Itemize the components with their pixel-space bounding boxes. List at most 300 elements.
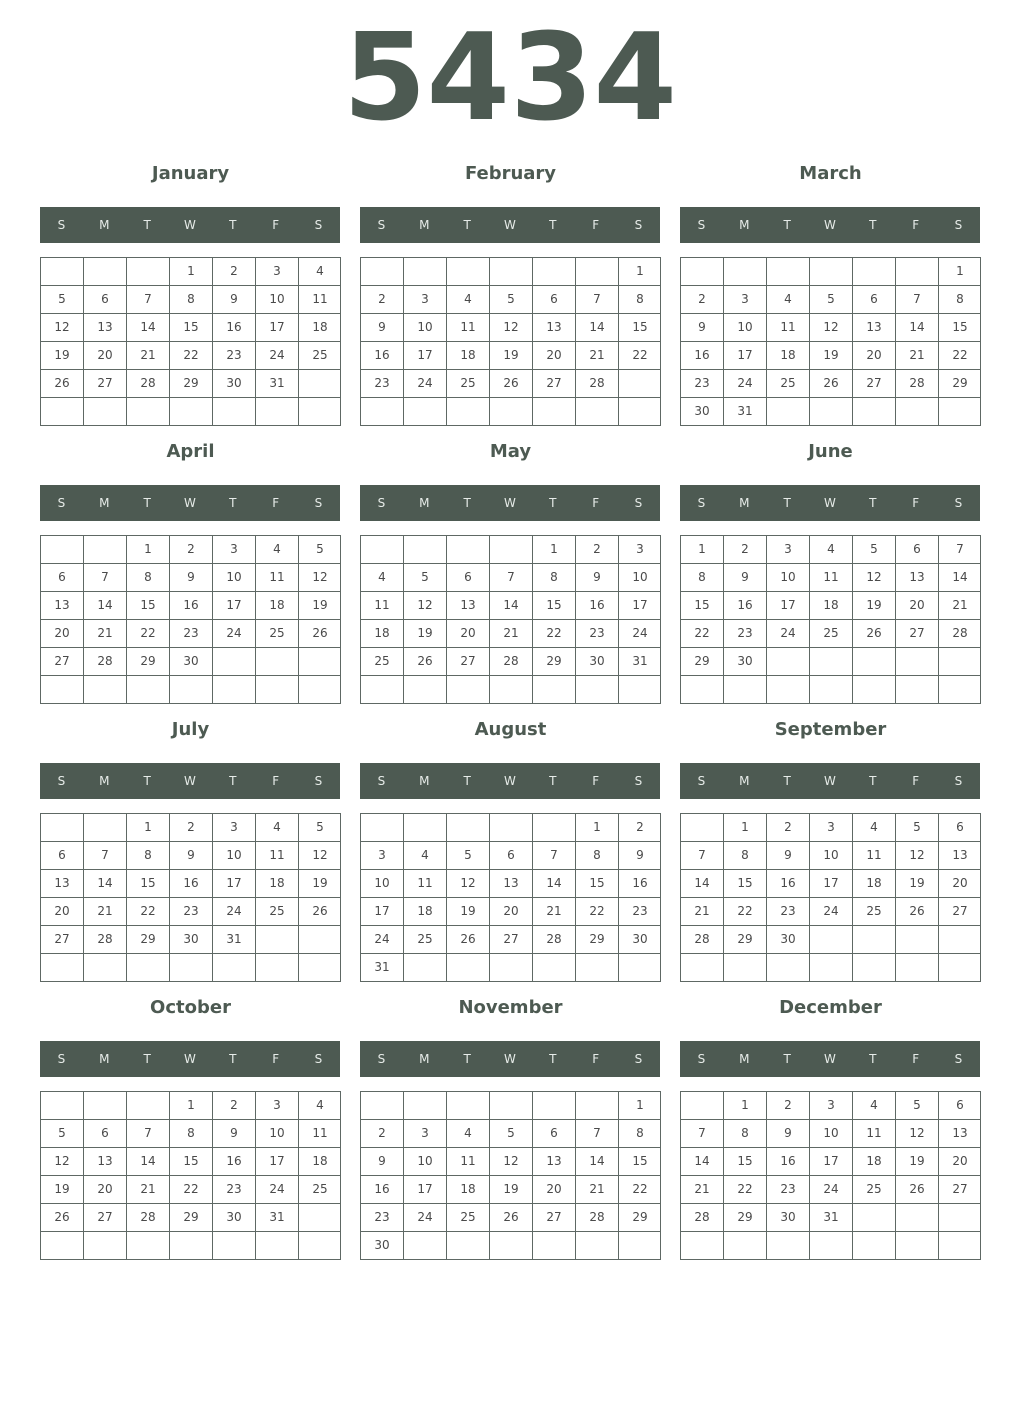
empty-day-cell bbox=[446, 1091, 489, 1119]
empty-day-cell bbox=[938, 647, 981, 675]
weekday-label: T bbox=[229, 218, 237, 232]
day-cell: 18 bbox=[403, 897, 446, 925]
day-cell: 13 bbox=[895, 563, 938, 591]
day-cell: 25 bbox=[852, 897, 895, 925]
day-cell: 2 bbox=[212, 1091, 255, 1119]
weekday-label: F bbox=[592, 496, 600, 510]
weekday-label: S bbox=[377, 774, 386, 788]
day-cell: 27 bbox=[40, 647, 83, 675]
day-cell: 4 bbox=[852, 813, 895, 841]
day-cell: 24 bbox=[723, 369, 766, 397]
day-cell: 22 bbox=[169, 1175, 212, 1203]
weekday-label: S bbox=[697, 1052, 706, 1066]
empty-day-cell bbox=[298, 397, 341, 425]
day-cell: 12 bbox=[895, 841, 938, 869]
weekday-header bbox=[680, 1041, 980, 1077]
day-cell: 17 bbox=[809, 1147, 852, 1175]
empty-day-cell bbox=[766, 675, 809, 703]
day-cell: 6 bbox=[40, 563, 83, 591]
empty-day-cell bbox=[169, 397, 212, 425]
day-cell: 21 bbox=[938, 591, 981, 619]
day-cell: 2 bbox=[360, 1119, 403, 1147]
empty-day-cell bbox=[895, 1231, 938, 1259]
day-grid bbox=[40, 813, 341, 982]
day-cell: 20 bbox=[532, 1175, 575, 1203]
day-cell: 8 bbox=[680, 563, 723, 591]
weekday-label: T bbox=[143, 496, 151, 510]
day-cell: 15 bbox=[618, 1147, 661, 1175]
day-cell: 1 bbox=[680, 535, 723, 563]
day-cell: 20 bbox=[852, 341, 895, 369]
day-cell: 12 bbox=[489, 1147, 532, 1175]
empty-day-cell bbox=[938, 1231, 981, 1259]
day-cell: 24 bbox=[618, 619, 661, 647]
weekday-label: T bbox=[549, 218, 557, 232]
day-cell: 19 bbox=[40, 1175, 83, 1203]
empty-day-cell bbox=[809, 925, 852, 953]
day-cell: 20 bbox=[895, 591, 938, 619]
day-cell: 3 bbox=[212, 535, 255, 563]
day-cell: 1 bbox=[169, 1091, 212, 1119]
empty-day-cell bbox=[938, 397, 981, 425]
day-cell: 3 bbox=[360, 841, 403, 869]
day-cell: 6 bbox=[938, 1091, 981, 1119]
empty-day-cell bbox=[446, 397, 489, 425]
day-cell: 22 bbox=[169, 341, 212, 369]
month-name: May bbox=[489, 441, 532, 462]
day-cell: 27 bbox=[446, 647, 489, 675]
weekday-label: F bbox=[272, 218, 280, 232]
day-cell: 9 bbox=[360, 1147, 403, 1175]
day-cell: 9 bbox=[766, 841, 809, 869]
day-cell: 14 bbox=[575, 1147, 618, 1175]
empty-day-cell bbox=[532, 675, 575, 703]
empty-day-cell bbox=[360, 675, 403, 703]
day-cell: 2 bbox=[766, 1091, 809, 1119]
empty-day-cell bbox=[766, 1231, 809, 1259]
day-cell: 30 bbox=[723, 647, 766, 675]
year-title: 5434 bbox=[343, 9, 677, 148]
day-cell: 14 bbox=[126, 313, 169, 341]
empty-day-cell bbox=[489, 1091, 532, 1119]
day-cell: 29 bbox=[723, 925, 766, 953]
day-cell: 16 bbox=[212, 313, 255, 341]
day-cell: 20 bbox=[938, 1147, 981, 1175]
day-cell: 6 bbox=[895, 535, 938, 563]
day-cell: 28 bbox=[489, 647, 532, 675]
day-cell: 3 bbox=[212, 813, 255, 841]
day-cell: 28 bbox=[83, 647, 126, 675]
day-cell: 26 bbox=[895, 897, 938, 925]
weekday-label: T bbox=[783, 496, 791, 510]
empty-day-cell bbox=[723, 257, 766, 285]
day-cell: 19 bbox=[489, 1175, 532, 1203]
day-grid bbox=[360, 257, 661, 426]
day-cell: 23 bbox=[169, 619, 212, 647]
weekday-label: S bbox=[377, 218, 386, 232]
day-cell: 23 bbox=[766, 1175, 809, 1203]
empty-day-cell bbox=[895, 647, 938, 675]
weekday-label: S bbox=[954, 496, 963, 510]
day-cell: 25 bbox=[298, 341, 341, 369]
day-cell: 15 bbox=[575, 869, 618, 897]
day-cell: 6 bbox=[40, 841, 83, 869]
day-cell: 18 bbox=[298, 1147, 341, 1175]
weekday-label: F bbox=[912, 218, 920, 232]
day-cell: 14 bbox=[938, 563, 981, 591]
weekday-label: S bbox=[954, 774, 963, 788]
day-cell: 26 bbox=[809, 369, 852, 397]
day-cell: 18 bbox=[852, 869, 895, 897]
day-cell: 14 bbox=[895, 313, 938, 341]
day-cell: 23 bbox=[169, 897, 212, 925]
empty-day-cell bbox=[126, 953, 169, 981]
day-cell: 21 bbox=[680, 897, 723, 925]
empty-day-cell bbox=[532, 397, 575, 425]
weekday-header bbox=[360, 485, 660, 521]
weekday-label: S bbox=[57, 1052, 66, 1066]
weekday-header bbox=[40, 763, 340, 799]
empty-day-cell bbox=[852, 1203, 895, 1231]
weekday-label: T bbox=[869, 1052, 877, 1066]
day-cell: 15 bbox=[532, 591, 575, 619]
day-cell: 7 bbox=[532, 841, 575, 869]
month-name: February bbox=[464, 163, 557, 184]
day-cell: 13 bbox=[938, 1119, 981, 1147]
day-cell: 30 bbox=[680, 397, 723, 425]
day-cell: 6 bbox=[532, 1119, 575, 1147]
empty-day-cell bbox=[809, 675, 852, 703]
day-cell: 30 bbox=[212, 1203, 255, 1231]
weekday-label: F bbox=[592, 218, 600, 232]
empty-day-cell bbox=[255, 647, 298, 675]
day-cell: 4 bbox=[255, 535, 298, 563]
empty-day-cell bbox=[489, 397, 532, 425]
weekday-header bbox=[680, 763, 980, 799]
day-cell: 13 bbox=[938, 841, 981, 869]
weekday-header bbox=[680, 485, 980, 521]
empty-day-cell bbox=[446, 953, 489, 981]
empty-day-cell bbox=[618, 369, 661, 397]
day-cell: 28 bbox=[126, 369, 169, 397]
empty-day-cell bbox=[212, 1231, 255, 1259]
day-cell: 22 bbox=[126, 897, 169, 925]
weekday-label: S bbox=[954, 1052, 963, 1066]
empty-day-cell bbox=[575, 397, 618, 425]
day-grid bbox=[680, 1091, 981, 1260]
weekday-label: T bbox=[229, 496, 237, 510]
day-cell: 7 bbox=[895, 285, 938, 313]
weekday-label: W bbox=[184, 496, 196, 510]
day-cell: 17 bbox=[255, 313, 298, 341]
day-cell: 26 bbox=[298, 897, 341, 925]
day-cell: 30 bbox=[360, 1231, 403, 1259]
weekday-label: M bbox=[419, 774, 430, 788]
weekday-label: M bbox=[739, 496, 750, 510]
empty-day-cell bbox=[298, 953, 341, 981]
empty-day-cell bbox=[40, 813, 83, 841]
day-grid bbox=[40, 257, 341, 426]
weekday-label: F bbox=[592, 1052, 600, 1066]
day-cell: 29 bbox=[169, 1203, 212, 1231]
empty-day-cell bbox=[723, 953, 766, 981]
day-cell: 9 bbox=[680, 313, 723, 341]
weekday-label: M bbox=[739, 774, 750, 788]
day-cell: 27 bbox=[852, 369, 895, 397]
day-cell: 30 bbox=[766, 925, 809, 953]
day-cell: 24 bbox=[255, 1175, 298, 1203]
day-cell: 31 bbox=[618, 647, 661, 675]
day-cell: 11 bbox=[360, 591, 403, 619]
day-cell: 26 bbox=[403, 647, 446, 675]
weekday-label: T bbox=[869, 218, 877, 232]
day-grid bbox=[680, 813, 981, 982]
day-cell: 24 bbox=[255, 341, 298, 369]
day-cell: 11 bbox=[766, 313, 809, 341]
day-cell: 9 bbox=[169, 563, 212, 591]
day-cell: 19 bbox=[895, 1147, 938, 1175]
day-cell: 29 bbox=[532, 647, 575, 675]
empty-day-cell bbox=[446, 257, 489, 285]
day-cell: 28 bbox=[83, 925, 126, 953]
day-cell: 2 bbox=[169, 813, 212, 841]
empty-day-cell bbox=[532, 1091, 575, 1119]
day-cell: 26 bbox=[489, 1203, 532, 1231]
day-cell: 12 bbox=[298, 563, 341, 591]
day-cell: 7 bbox=[126, 1119, 169, 1147]
day-cell: 10 bbox=[618, 563, 661, 591]
day-cell: 23 bbox=[575, 619, 618, 647]
empty-day-cell bbox=[40, 397, 83, 425]
day-cell: 16 bbox=[169, 591, 212, 619]
empty-day-cell bbox=[766, 953, 809, 981]
empty-day-cell bbox=[83, 257, 126, 285]
day-cell: 28 bbox=[575, 1203, 618, 1231]
day-cell: 27 bbox=[83, 1203, 126, 1231]
empty-day-cell bbox=[852, 647, 895, 675]
day-cell: 1 bbox=[169, 257, 212, 285]
day-cell: 14 bbox=[489, 591, 532, 619]
day-cell: 4 bbox=[298, 1091, 341, 1119]
empty-day-cell bbox=[446, 535, 489, 563]
day-cell: 29 bbox=[126, 647, 169, 675]
day-cell: 20 bbox=[532, 341, 575, 369]
day-cell: 23 bbox=[680, 369, 723, 397]
day-cell: 25 bbox=[298, 1175, 341, 1203]
empty-day-cell bbox=[938, 953, 981, 981]
day-cell: 7 bbox=[575, 1119, 618, 1147]
empty-day-cell bbox=[126, 1231, 169, 1259]
empty-day-cell bbox=[298, 1203, 341, 1231]
day-cell: 23 bbox=[212, 341, 255, 369]
day-cell: 11 bbox=[298, 285, 341, 313]
day-cell: 15 bbox=[680, 591, 723, 619]
empty-day-cell bbox=[212, 397, 255, 425]
empty-day-cell bbox=[83, 535, 126, 563]
weekday-label: S bbox=[57, 496, 66, 510]
empty-day-cell bbox=[852, 925, 895, 953]
day-cell: 6 bbox=[938, 813, 981, 841]
day-cell: 30 bbox=[618, 925, 661, 953]
empty-day-cell bbox=[532, 813, 575, 841]
day-cell: 7 bbox=[83, 841, 126, 869]
day-cell: 24 bbox=[360, 925, 403, 953]
weekday-label: T bbox=[869, 496, 877, 510]
weekday-label: F bbox=[592, 774, 600, 788]
empty-day-cell bbox=[809, 953, 852, 981]
empty-day-cell bbox=[403, 397, 446, 425]
day-cell: 28 bbox=[680, 925, 723, 953]
empty-day-cell bbox=[895, 1203, 938, 1231]
day-cell: 1 bbox=[126, 813, 169, 841]
empty-day-cell bbox=[575, 257, 618, 285]
day-cell: 16 bbox=[680, 341, 723, 369]
empty-day-cell bbox=[766, 257, 809, 285]
day-cell: 12 bbox=[403, 591, 446, 619]
day-cell: 14 bbox=[83, 591, 126, 619]
empty-day-cell bbox=[938, 675, 981, 703]
day-cell: 10 bbox=[809, 841, 852, 869]
day-cell: 25 bbox=[446, 369, 489, 397]
day-cell: 25 bbox=[809, 619, 852, 647]
day-grid bbox=[680, 535, 981, 704]
weekday-label: T bbox=[549, 1052, 557, 1066]
day-grid bbox=[680, 257, 981, 426]
weekday-label: W bbox=[184, 1052, 196, 1066]
empty-day-cell bbox=[212, 675, 255, 703]
day-cell: 12 bbox=[40, 313, 83, 341]
weekday-label: F bbox=[912, 1052, 920, 1066]
day-cell: 28 bbox=[680, 1203, 723, 1231]
weekday-label: T bbox=[143, 1052, 151, 1066]
day-cell: 11 bbox=[255, 841, 298, 869]
empty-day-cell bbox=[680, 1091, 723, 1119]
day-cell: 19 bbox=[403, 619, 446, 647]
day-cell: 21 bbox=[489, 619, 532, 647]
empty-day-cell bbox=[489, 675, 532, 703]
empty-day-cell bbox=[40, 257, 83, 285]
weekday-label: W bbox=[504, 218, 516, 232]
day-cell: 13 bbox=[852, 313, 895, 341]
day-cell: 19 bbox=[489, 341, 532, 369]
weekday-label: T bbox=[783, 1052, 791, 1066]
day-cell: 5 bbox=[298, 813, 341, 841]
day-cell: 26 bbox=[852, 619, 895, 647]
weekday-label: T bbox=[549, 496, 557, 510]
day-cell: 2 bbox=[723, 535, 766, 563]
day-cell: 11 bbox=[403, 869, 446, 897]
day-cell: 2 bbox=[618, 813, 661, 841]
weekday-label: M bbox=[99, 218, 110, 232]
empty-day-cell bbox=[126, 1091, 169, 1119]
day-cell: 26 bbox=[40, 369, 83, 397]
empty-day-cell bbox=[403, 257, 446, 285]
day-cell: 1 bbox=[938, 257, 981, 285]
day-cell: 11 bbox=[852, 1119, 895, 1147]
day-cell: 4 bbox=[446, 285, 489, 313]
weekday-header bbox=[40, 485, 340, 521]
weekday-label: W bbox=[824, 496, 836, 510]
day-cell: 16 bbox=[169, 869, 212, 897]
day-cell: 19 bbox=[298, 591, 341, 619]
empty-day-cell bbox=[298, 369, 341, 397]
day-cell: 17 bbox=[403, 341, 446, 369]
day-cell: 9 bbox=[575, 563, 618, 591]
weekday-label: F bbox=[272, 1052, 280, 1066]
day-cell: 25 bbox=[403, 925, 446, 953]
day-cell: 27 bbox=[83, 369, 126, 397]
day-cell: 10 bbox=[766, 563, 809, 591]
weekday-label: F bbox=[912, 774, 920, 788]
day-cell: 2 bbox=[680, 285, 723, 313]
day-cell: 18 bbox=[852, 1147, 895, 1175]
day-cell: 31 bbox=[723, 397, 766, 425]
day-cell: 1 bbox=[575, 813, 618, 841]
empty-day-cell bbox=[852, 953, 895, 981]
empty-day-cell bbox=[83, 953, 126, 981]
day-cell: 27 bbox=[895, 619, 938, 647]
day-cell: 26 bbox=[895, 1175, 938, 1203]
day-cell: 29 bbox=[169, 369, 212, 397]
day-cell: 7 bbox=[938, 535, 981, 563]
empty-day-cell bbox=[895, 675, 938, 703]
weekday-label: S bbox=[697, 218, 706, 232]
weekday-label: M bbox=[99, 496, 110, 510]
empty-day-cell bbox=[255, 925, 298, 953]
day-cell: 22 bbox=[126, 619, 169, 647]
day-cell: 22 bbox=[618, 341, 661, 369]
day-cell: 22 bbox=[723, 1175, 766, 1203]
empty-day-cell bbox=[40, 675, 83, 703]
day-cell: 18 bbox=[255, 869, 298, 897]
day-cell: 6 bbox=[446, 563, 489, 591]
day-cell: 21 bbox=[575, 341, 618, 369]
day-cell: 31 bbox=[255, 369, 298, 397]
day-cell: 5 bbox=[40, 1119, 83, 1147]
day-cell: 10 bbox=[255, 285, 298, 313]
day-cell: 2 bbox=[169, 535, 212, 563]
weekday-label: T bbox=[463, 1052, 471, 1066]
day-cell: 8 bbox=[938, 285, 981, 313]
day-cell: 13 bbox=[40, 591, 83, 619]
day-cell: 13 bbox=[83, 1147, 126, 1175]
day-cell: 30 bbox=[212, 369, 255, 397]
day-cell: 9 bbox=[360, 313, 403, 341]
day-cell: 16 bbox=[766, 869, 809, 897]
weekday-header bbox=[40, 207, 340, 243]
day-cell: 24 bbox=[809, 897, 852, 925]
day-cell: 26 bbox=[446, 925, 489, 953]
day-cell: 20 bbox=[40, 897, 83, 925]
day-cell: 29 bbox=[126, 925, 169, 953]
day-cell: 24 bbox=[403, 1203, 446, 1231]
day-cell: 27 bbox=[938, 897, 981, 925]
day-cell: 5 bbox=[809, 285, 852, 313]
empty-day-cell bbox=[766, 397, 809, 425]
day-cell: 6 bbox=[83, 285, 126, 313]
day-cell: 16 bbox=[212, 1147, 255, 1175]
day-cell: 23 bbox=[212, 1175, 255, 1203]
empty-day-cell bbox=[360, 397, 403, 425]
day-cell: 26 bbox=[40, 1203, 83, 1231]
empty-day-cell bbox=[446, 1231, 489, 1259]
empty-day-cell bbox=[83, 675, 126, 703]
day-grid bbox=[40, 1091, 341, 1260]
day-cell: 21 bbox=[126, 341, 169, 369]
day-cell: 5 bbox=[852, 535, 895, 563]
weekday-label: M bbox=[99, 774, 110, 788]
day-cell: 11 bbox=[446, 1147, 489, 1175]
